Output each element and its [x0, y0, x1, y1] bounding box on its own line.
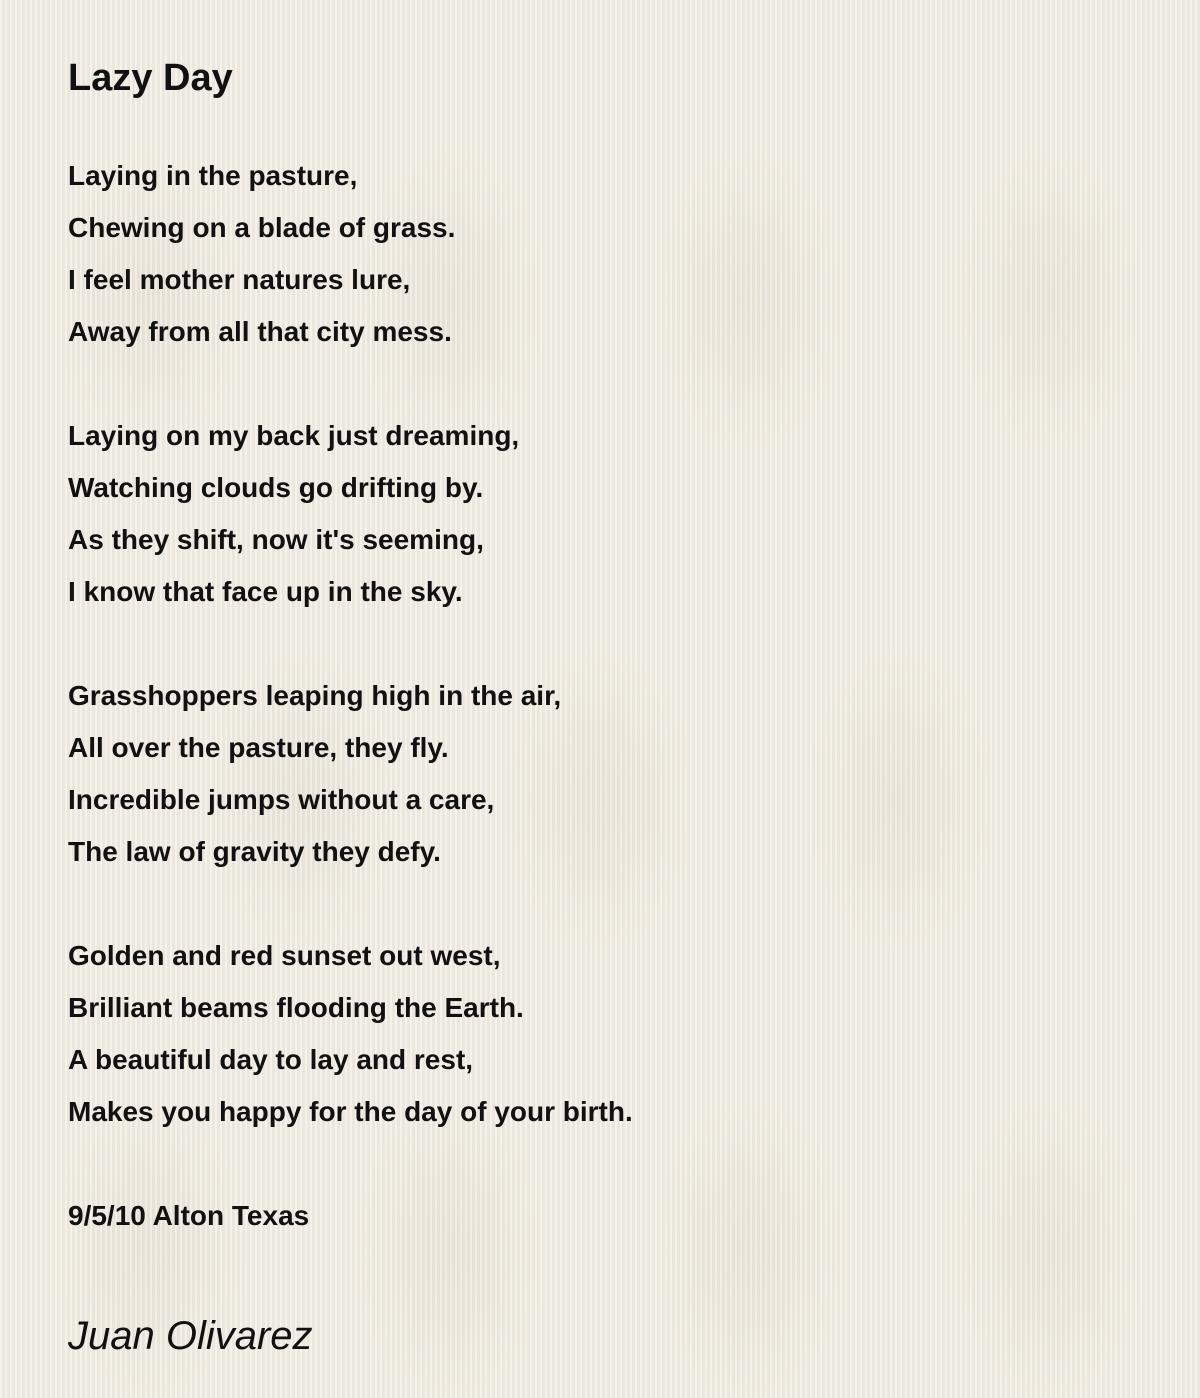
- poem-line: Incredible jumps without a care,: [68, 784, 495, 815]
- stanza-2: [68, 410, 633, 618]
- stanza-3: [68, 670, 633, 878]
- poem-line: All over the pasture, they fly.: [68, 732, 449, 763]
- poem-date-location: 9/5/10 Alton Texas: [68, 1200, 310, 1231]
- stanza-1: [68, 150, 633, 358]
- poem-line: Chewing on a blade of grass.: [68, 212, 456, 243]
- poem-line: The law of gravity they defy.: [68, 836, 441, 867]
- poem-author: Juan Olivarez: [68, 1314, 313, 1358]
- poem-line: Golden and red sunset out west,: [68, 940, 501, 971]
- poem-line: I feel mother natures lure,: [68, 264, 411, 295]
- poem-line: Away from all that city mess.: [68, 316, 452, 347]
- poem-page: [68, 52, 1148, 1358]
- poem-line: Watching clouds go drifting by.: [68, 472, 484, 503]
- stanza-4: [68, 930, 633, 1138]
- poem-body: [68, 150, 633, 1362]
- poem-line: Laying on my back just dreaming,: [68, 420, 520, 451]
- poem-line: I know that face up in the sky.: [68, 576, 463, 607]
- poem-line: As they shift, now it's seeming,: [68, 524, 484, 555]
- poem-title: Lazy Day: [68, 57, 233, 99]
- poem-line: Grasshoppers leaping high in the air,: [68, 680, 562, 711]
- poem-line: Makes you happy for the day of your birth.: [68, 1096, 633, 1127]
- poem-line: Laying in the pasture,: [68, 160, 358, 191]
- poem-line: A beautiful day to lay and rest,: [68, 1044, 474, 1075]
- poem-line: Brilliant beams flooding the Earth.: [68, 992, 524, 1023]
